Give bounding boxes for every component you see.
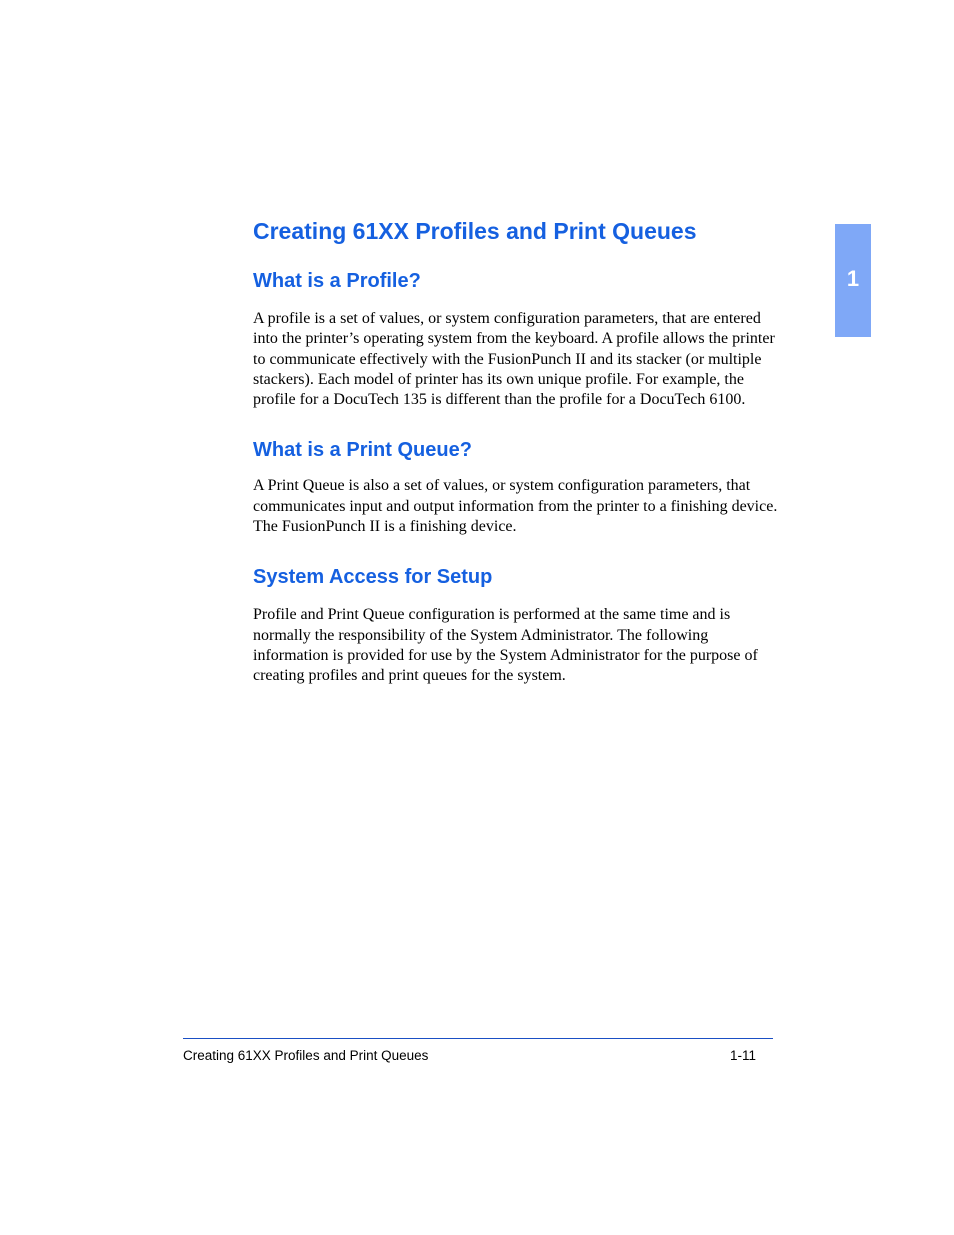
section-body-print-queue: A Print Queue is also a set of values, or system configuration parameters, that communicates input and output information from the printer to a finishing device. The FusionPunch II is a finishing device.	[253, 477, 778, 536]
section-heading-system-access: System Access for Setup	[253, 566, 493, 589]
footer-page-number: 1-11	[730, 1048, 757, 1063]
page-title: Creating 61XX Profiles and Print Queues	[253, 218, 697, 244]
chapter-tab	[835, 224, 871, 337]
main-content	[253, 215, 778, 687]
footer-divider	[183, 1038, 773, 1039]
footer-title: Creating 61XX Profiles and Print Queues	[183, 1048, 429, 1063]
section-body-profile: A profile is a set of values, or system configuration parameters, that are entered into the printer’s operating system from the keyboard. A profile allows the printer to communicate effectively with the FusionPunch II and its stacker (or multiple stackers). Each model of printer has its own unique profile. For example, the profile for a DocuTech 135 is different than the profile for a DocuTech 6100.	[253, 310, 775, 409]
section-heading-print-queue: What is a Print Queue?	[253, 439, 472, 462]
section-heading-profile: What is a Profile?	[253, 270, 421, 292]
chapter-number: 1	[846, 266, 860, 291]
section-body-system-access: Profile and Print Queue configuration is performed at the same time and is normally the responsibility of the System Administrator. The following information is provided for use by the System Administrator for the purpose of creating profiles and print queues for the system.	[253, 606, 758, 685]
